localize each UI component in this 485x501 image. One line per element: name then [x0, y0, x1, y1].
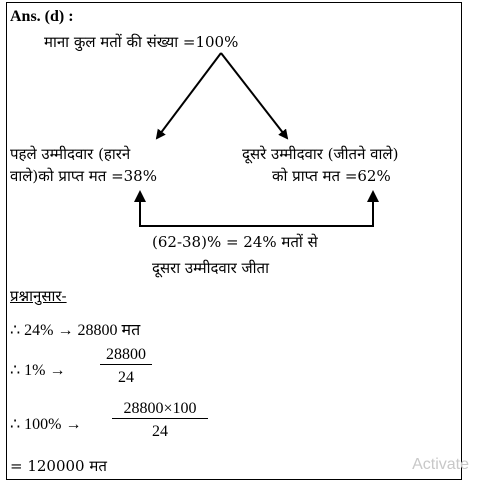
- step-2-prefix: ∴ 1% →: [10, 362, 66, 379]
- difference-line2: दूसरा उम्मीदवार जीता: [152, 259, 269, 277]
- arrow-to-winner: [221, 53, 287, 138]
- answer-label: Ans. (d) :: [10, 8, 74, 25]
- activate-watermark: Activate: [412, 456, 469, 473]
- step-3-fraction: [112, 400, 208, 441]
- step-1: ∴ 24% → 28800 मत: [10, 322, 141, 339]
- bracket-right-arrowhead: [367, 190, 379, 202]
- candidate2-line1: दूसरे उम्मीदवार (जीतने वाले): [242, 145, 399, 163]
- difference-bracket: [140, 200, 373, 226]
- step-3-denominator: 24: [152, 423, 168, 440]
- step-2-fraction: [100, 346, 152, 387]
- step-2-numerator: 28800: [100, 346, 152, 365]
- total-votes-text: माना कुल मतों की संख्या =100%: [44, 33, 239, 51]
- candidate1-line1: पहले उम्मीदवार (हारने: [10, 145, 131, 163]
- step-3-numerator: 28800×100: [112, 400, 208, 419]
- candidate2-line2: को प्राप्त मत =62%: [272, 167, 391, 185]
- final-result: = 120000 मत: [10, 457, 107, 475]
- arrow-to-loser: [157, 53, 221, 138]
- solution-heading: प्रश्नानुसार-: [10, 287, 67, 305]
- step-3-prefix: ∴ 100% →: [10, 416, 82, 433]
- step-2-denominator: 24: [118, 369, 134, 386]
- candidate1-line2: वाले)को प्राप्त मत =38%: [10, 167, 157, 185]
- bracket-left-arrowhead: [134, 190, 146, 202]
- difference-line1: (62-38)% = 24% मतों से: [152, 233, 318, 251]
